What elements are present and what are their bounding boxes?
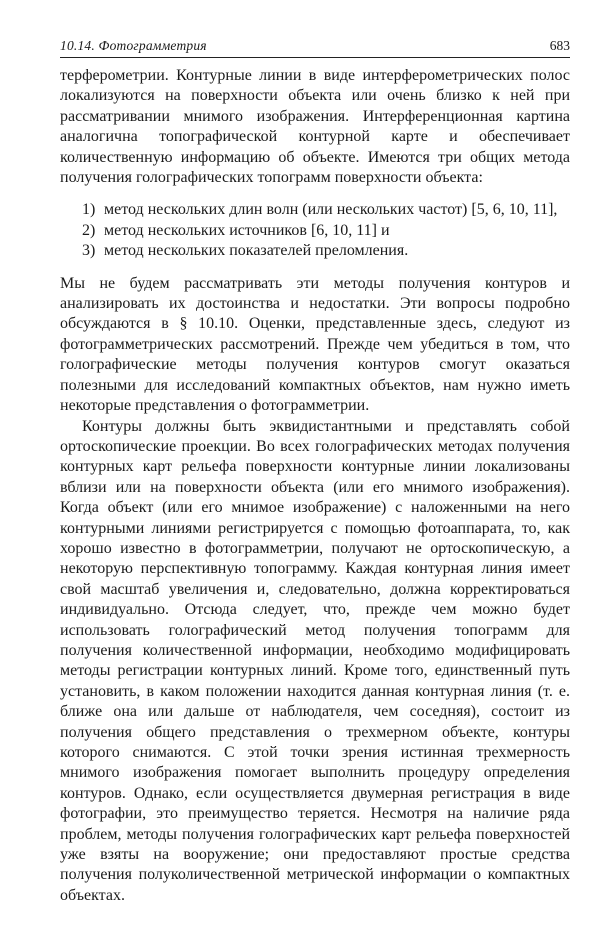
- list-item-number: 3): [82, 242, 96, 260]
- list-item-number: 2): [82, 221, 96, 239]
- list-item-text: метод нескольких источников [6, 10, 11] и: [104, 221, 390, 239]
- page-header: [60, 35, 570, 58]
- intro-paragraph: терферометрии. Контурные линии в виде интерферометрических полос локализуются на поверхности объекта или очень близко к ней при рассматривании мнимого изображения. Интерференционная картина аналогична топографической контурной карте и обеспечивает количественную информацию об объекте. Имеются три общих метода получения голографических топограмм поверхности объекта:: [60, 67, 570, 187]
- page-body: [60, 66, 570, 906]
- list-item-text: метод нескольких показателей преломления.: [104, 242, 409, 260]
- running-head: 10.14. Фотограмметрия: [60, 38, 207, 53]
- methods-list: [60, 200, 570, 261]
- body-paragraph: Контуры должны быть эквидистантными и представлять собой ортоскопические проекции. Во всех голографических методах получения контурных карт рельефа поверхности контурные линии локализованы вблизи или на поверхности объекта (или его мнимого изображения). Когда объект (или его мнимое изображение) с наложенными на него контурными линиями регистрируется с помощью фотоаппарата, то, как хорошо известно в фотограмметрии, получают не ортоскопическую, а некоторую перспективную топограмму. Каждая контурная линия имеет свой масштаб увеличения и, следовательно, должна корректироваться индивидуально. Отсюда следует, что, прежде чем можно будет использовать голографический метод получения топограмм для получения количественной информации, необходимо модифицировать методы регистрации контурных линий. Кроме того, единственный путь установить, в каком положении находится данная контурная линия (т. е. ближе она или дальше от наблюдателя, чем соседняя), состоит из получения общего представления о трехмерном объекте, контуры которого снимаются. С этой точки зрения истинная трехмерность мнимого изображения помогает выполнить процедуру определения контуров. Однако, если осуществляется двумерная регистрация в виде фотографии, это преимущество теряется. Несмотря на наличие ряда проблем, методы получения голографических карт рельефа поверхностей уже взяты на вооружение; они предоставляют простые средства получения полуколичественной метрической информации о компактных объектах.: [60, 417, 570, 904]
- list-item-text: метод нескольких длин волн (или нескольких частот) [5, 6, 10, 11],: [104, 201, 558, 219]
- page-number: 683: [549, 38, 570, 53]
- body-paragraph: Мы не будем рассматривать эти методы получения контуров и анализировать их достоинства и недостатки. Эти вопросы подробно обсуждаются в § 10.10. Оценки, представленные здесь, следуют из фотограмметрических рассмотрений. Прежде чем убедиться в том, что голографические методы получения контуров смогут оказаться полезными для исследований компактных объектов, нам нужно иметь некоторые представления о фотограмметрии.: [60, 274, 570, 415]
- list-item: [60, 221, 570, 241]
- list-item-number: 1): [82, 201, 96, 219]
- list-item: [60, 200, 570, 220]
- list-item: [60, 241, 570, 261]
